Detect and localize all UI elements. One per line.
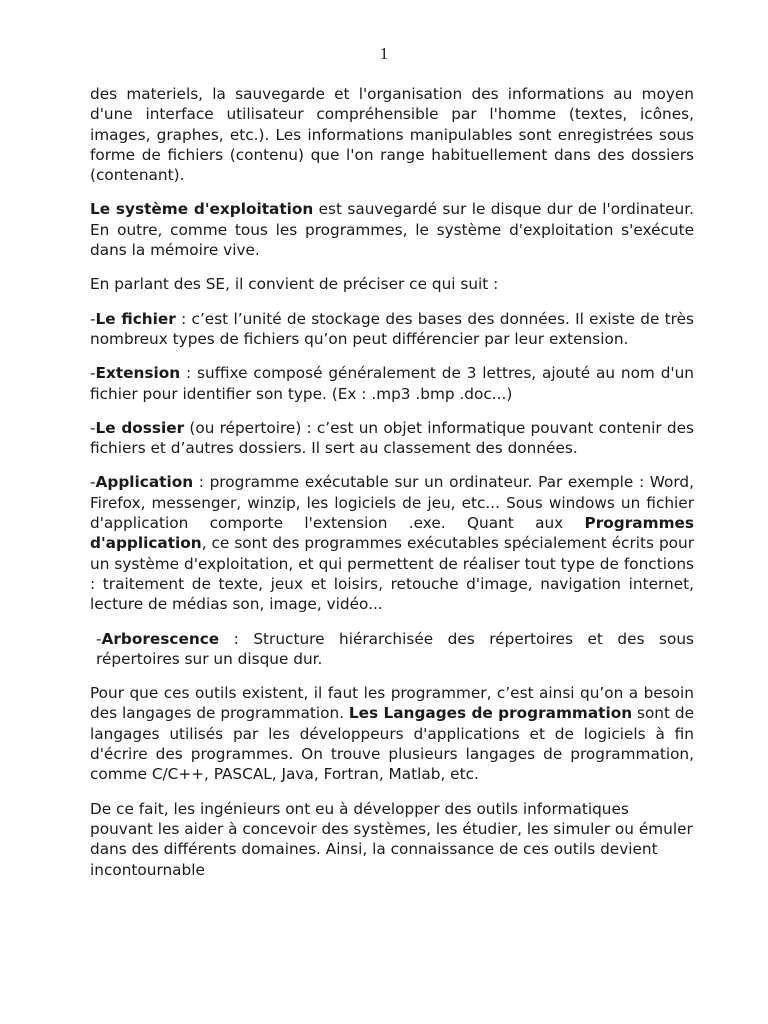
definition-extension (90, 363, 694, 404)
term-fichier: Le fichier (95, 309, 176, 328)
paragraph-text: En parlant des SE, il convient de préciser ce qui suit : (90, 275, 499, 294)
definition-text: : programme exécutable sur un ordinateur. Par exemple : Word, Firefox, messenger, winzip, les logiciels de jeu, etc... Sous windows un fichier d'application comporte l'extension .exe. Quant aux (90, 473, 694, 533)
bullet-dash: - (90, 364, 96, 383)
definition-text: : Structure hiérarchisée des répertoires et des sous répertoires sur un disque dur. (96, 629, 694, 668)
paragraph-se (90, 274, 694, 294)
term-extension: Extension (95, 364, 181, 383)
definition-text: , ce sont des programmes exécutables spécialement écrits pour un système d'exploitation, et qui permettent de réaliser tout type de fonctions : traitement de texte, jeux et loisirs, retouche d'image, navigation internet, lecture de médias son, image, vidéo... (90, 534, 694, 614)
paragraph-conclusion (90, 799, 694, 880)
paragraph-os (90, 199, 694, 260)
definition-arborescence (90, 629, 694, 670)
definition-fichier (90, 309, 694, 350)
bullet-dash: - (90, 309, 96, 328)
term-arborescence: Arborescence (101, 629, 220, 648)
term-application: Application (95, 473, 194, 492)
page-number: 1 (379, 44, 389, 63)
paragraph-text: sont de langages utilisés par les développeurs d'applications et de logiciels à fin d'écrire des programmes. On trouve plusieurs langages de programmation, comme C/C++, PASCAL, Java, Fortran, Matlab, etc. (90, 704, 694, 784)
paragraph-text: Pour que ces outils existent, il faut les programmer, c’est ainsi qu’on a besoin des langages de programmation. (90, 684, 694, 723)
paragraph-intro (90, 84, 694, 185)
paragraph-text: De ce fait, les ingénieurs ont eu à développer des outils informatiques pouvant les aider à concevoir des systèmes, les étudier, les simuler ou émuler dans des différents domaines. Ainsi, la connaissance de ces outils devient incontournable (90, 799, 693, 879)
paragraph-langages (90, 683, 694, 784)
definition-text: : suffixe composé généralement de 3 lettres, ajouté au nom d'un fichier pour identifier son type. (Ex : .mp3 .bmp .doc...) (90, 364, 694, 403)
definition-text: (ou répertoire) : c’est un objet informatique pouvant contenir des fichiers et d’autres dossiers. Il sert au classement des données. (90, 418, 694, 458)
term-programmes-application: Programmes d'application (90, 514, 694, 553)
bullet-dash: - (96, 629, 102, 648)
document-body (90, 84, 694, 894)
paragraph-text: des materiels, la sauvegarde et l'organisation des informations au moyen d'une interface utilisateur compréhensible par l'homme (textes, icônes, images, graphes, etc.). Les informations manipulables sont enregistrées sous forme de fichiers (contenu) que l'on range habituellement dans des dossiers (contenant). (90, 85, 694, 185)
term-langages: Les Langages de programmation (348, 704, 633, 723)
definition-application (90, 472, 694, 614)
definition-text: : c’est l’unité de stockage des bases des données. Il existe de très nombreux types de fichiers qu’on peut différencier par leur extension. (90, 309, 694, 348)
paragraph-text: est sauvegardé sur le disque dur de l'ordinateur. En outre, comme tous les programmes, le système d'exploitation s'exécute dans la mémoire vive. (90, 200, 694, 260)
bullet-dash: - (90, 418, 96, 437)
bullet-dash: - (90, 473, 96, 492)
definition-dossier (90, 418, 694, 459)
term-os: Le système d'exploitation (90, 200, 314, 219)
term-dossier: Le dossier (95, 418, 185, 437)
